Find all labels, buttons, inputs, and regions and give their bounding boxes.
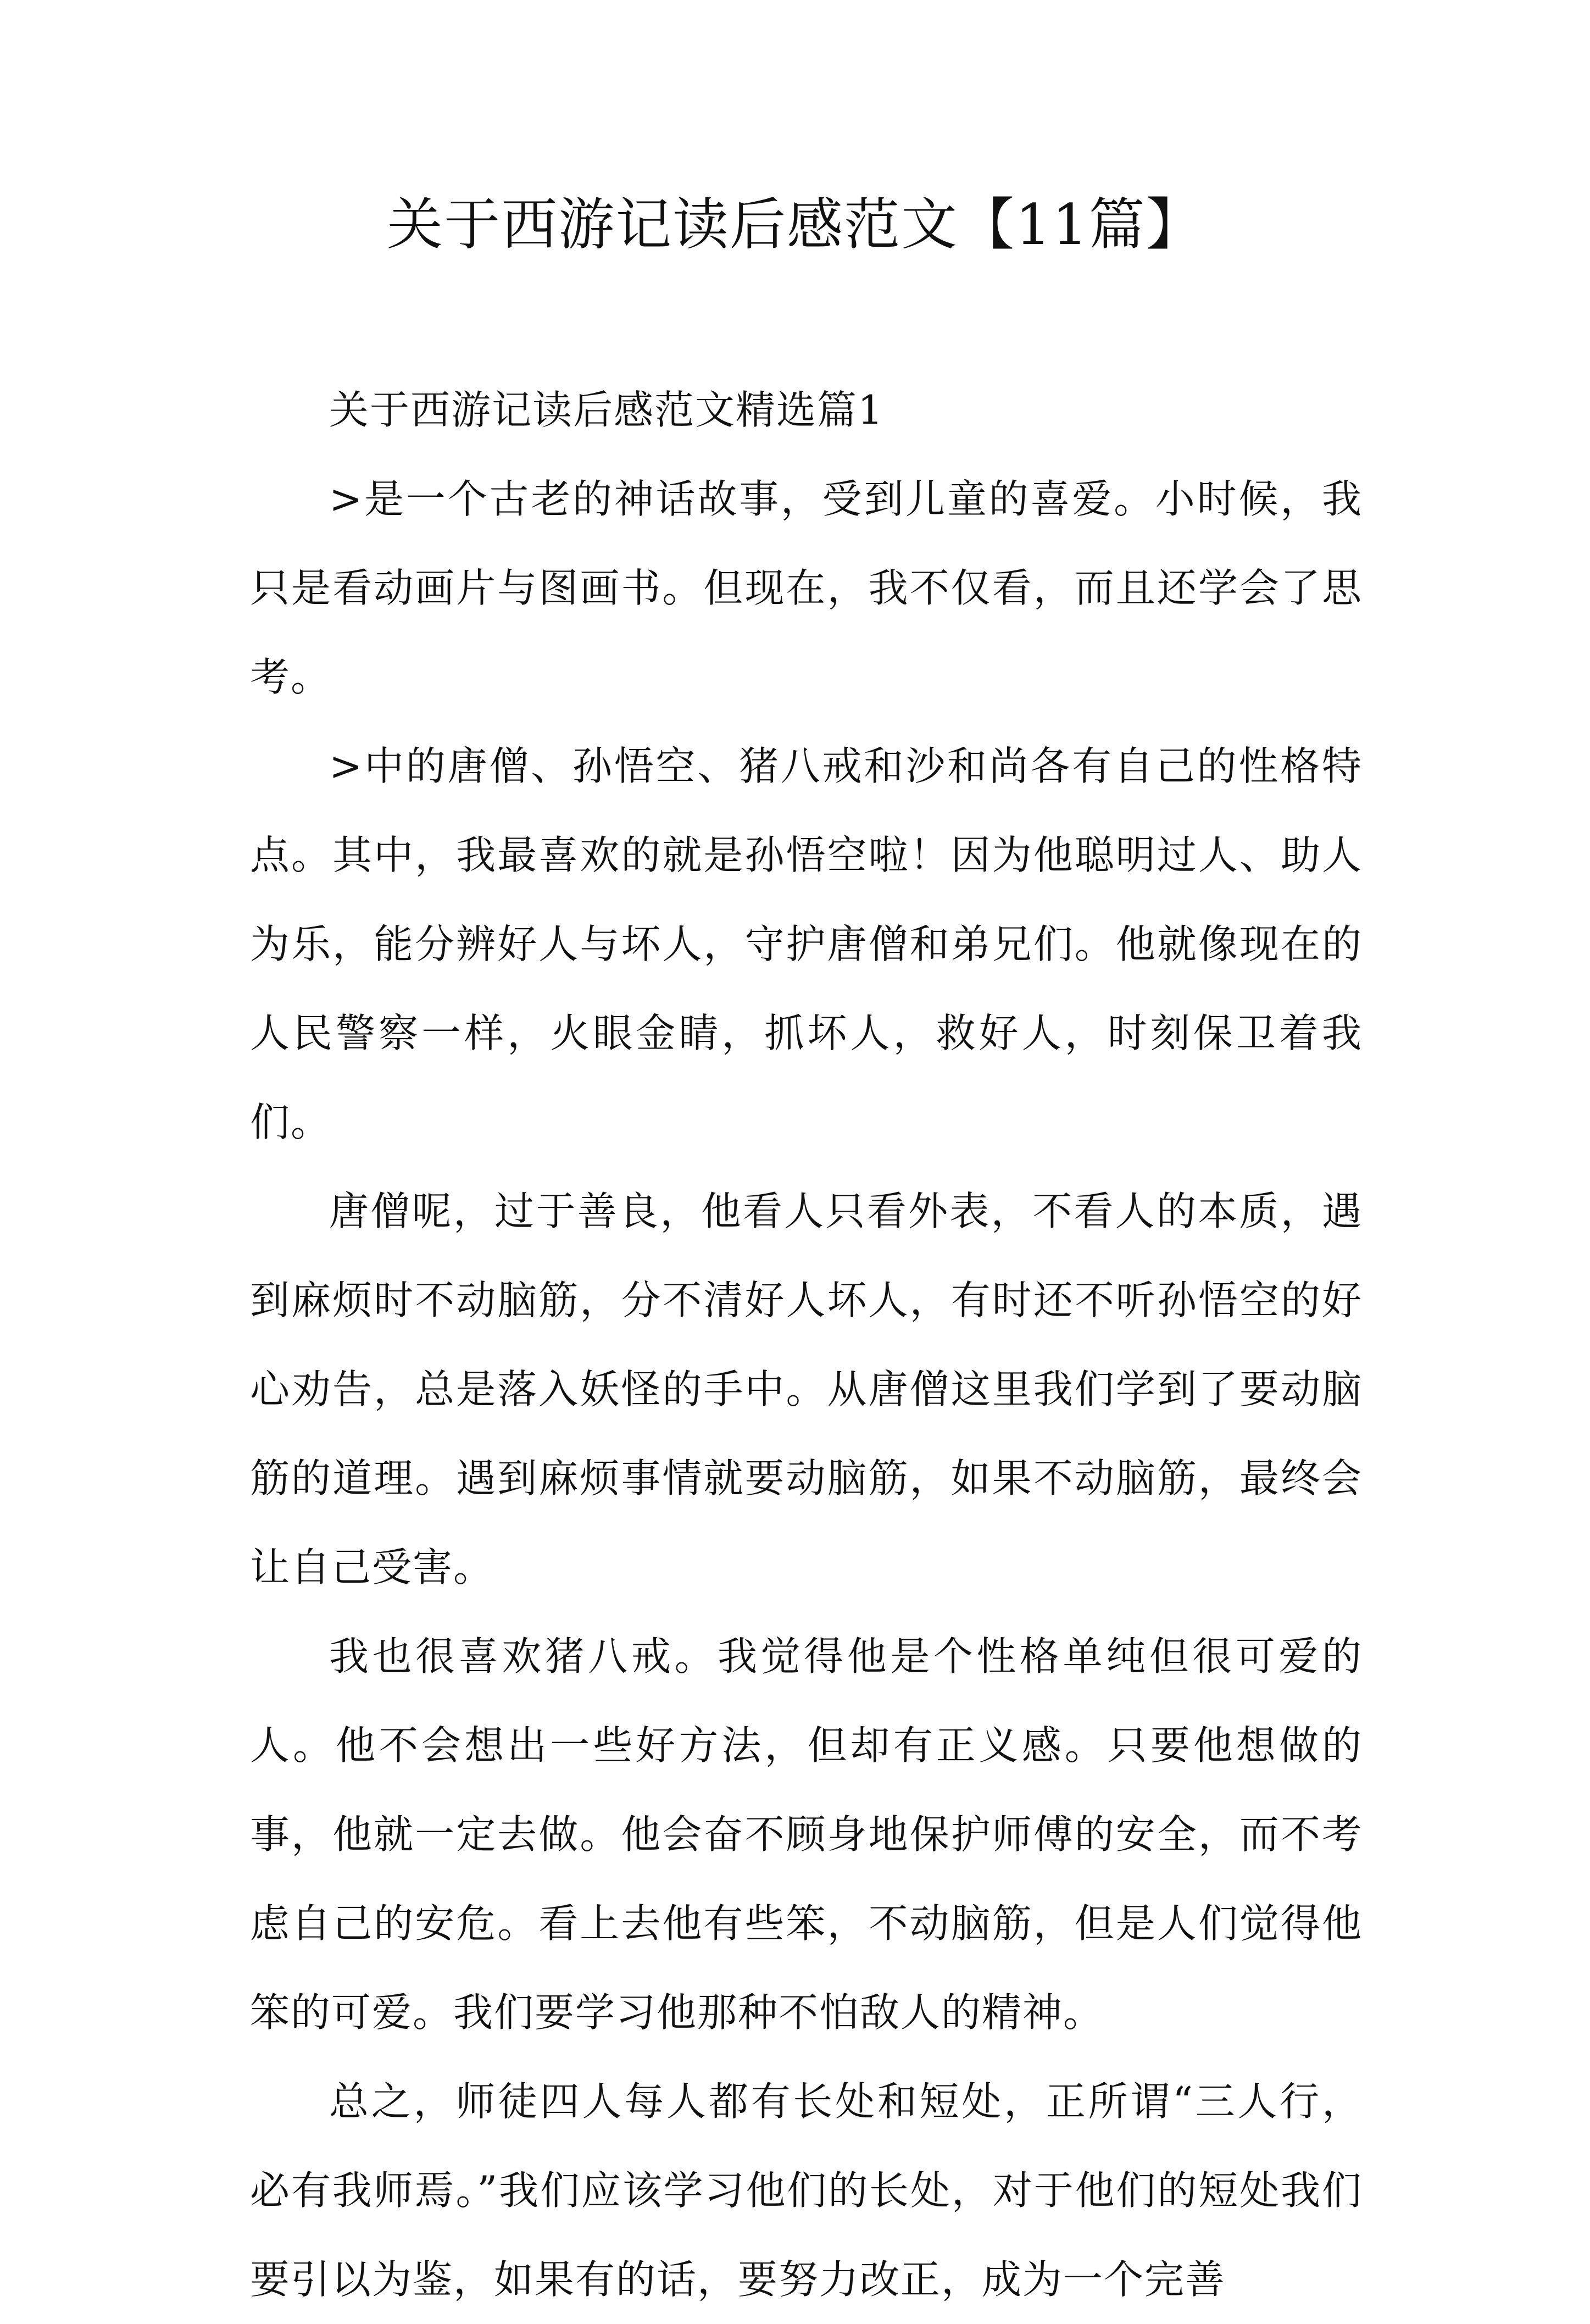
paragraph-4: 我也很喜欢猪八戒。我觉得他是个性格单纯但很可爱的人。他不会想出一些好方法，但却有正义感。只要他想做的事，他就一定去做。他会奋不顾身地保护师傅的安全，而不考虑自己的安危。看上去他有些笨，不动脑筋，但是人们觉得他笨的可爱。我们要学习他那种不怕敌人的精神。 [250,1633,1363,2035]
paragraph-1: >是一个古老的神话故事，受到儿童的喜爱。小时候，我只是看动画片与图画书。但现在，我不仅看，而且还学会了思考。 [250,476,1363,700]
section-heading: 关于西游记读后感范文精选篇1 [329,387,884,433]
paragraph-2: >中的唐僧、孙悟空、猪八戒和沙和尚各有自己的性格特点。其中，我最喜欢的就是孙悟空啦！因为他聪明过人、助人为乐，能分辨好人与坏人，守护唐僧和弟兄们。他就像现在的人民警察一样，火眼金睛，抓坏人，救好人，时刻保卫着我们。 [250,743,1363,1145]
paragraph-5: 总之，师徒四人每人都有长处和短处，正所谓“三人行，必有我师焉。”我们应该学习他们的长处，对于他们的短处我们要引以为鉴，如果有的话，要努力改正，成为一个完善 [250,2078,1363,2303]
document-body [250,365,1363,2324]
paragraph-3: 唐僧呢，过于善良，他看人只看外表，不看人的本质，遇到麻烦时不动脑筋，分不清好人坏人，有时还不听孙悟空的好心劝告，总是落入妖怪的手中。从唐僧这里我们学到了要动脑筋的道理。遇到麻烦事情就要动脑筋，如果不动脑筋，最终会让自己受害。 [250,1188,1363,1590]
document-title: 关于西游记读后感范文【11篇】 [387,192,1203,258]
